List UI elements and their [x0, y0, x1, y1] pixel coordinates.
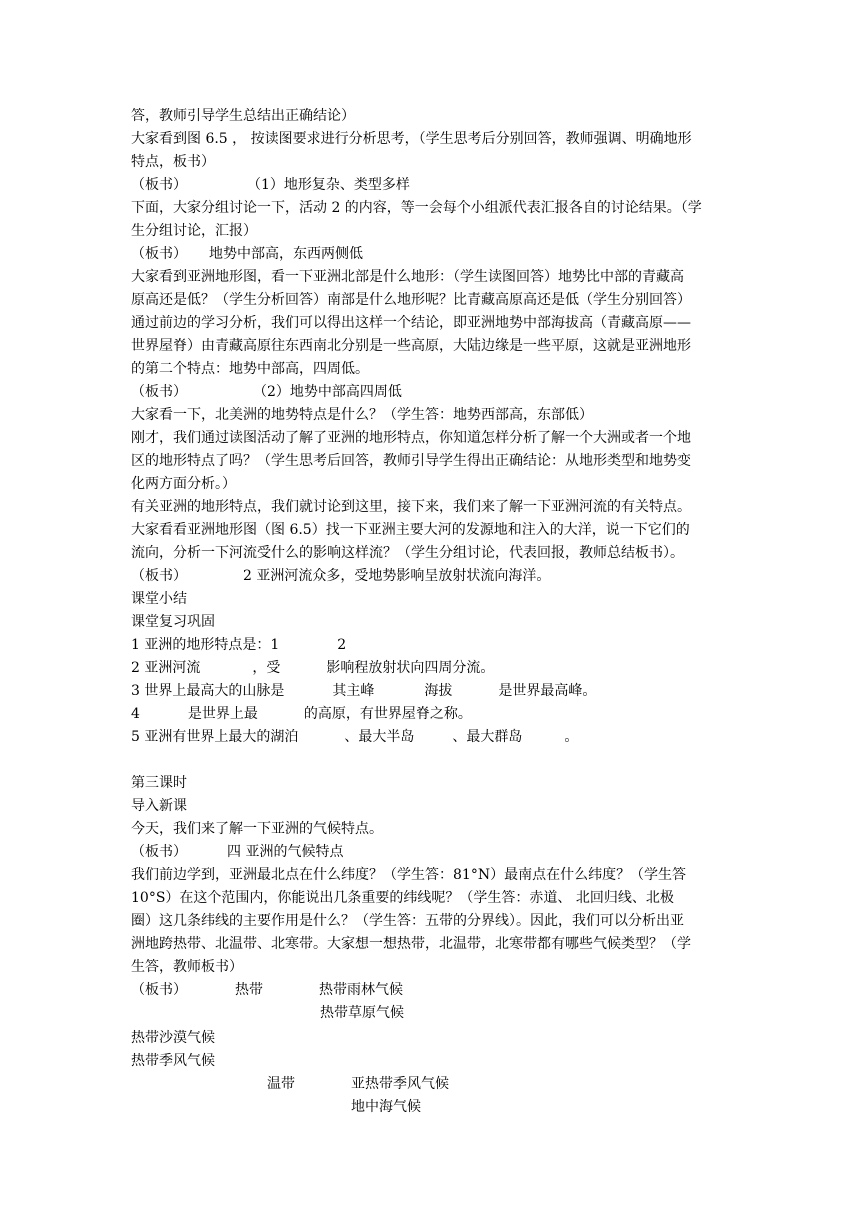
text-line: 答，教师引导学生总结出正确结论） — [131, 108, 355, 124]
blackboard-line: （板书） 2 亚洲河流众多，受地势影响呈放射状流向海洋。 — [131, 568, 551, 584]
text-line: 下面，大家分组讨论一下，活动 2 的内容，等一会每个小组派代表汇报各自的讨论结果。（学 — [131, 200, 702, 216]
text-line: 原高还是低？（学生分析回答）南部是什么地形呢？比青藏高原高还是低（学生分别回答） — [131, 292, 691, 308]
exercise-line: 4 是世界上最 的高原，有世界屋脊之称。 — [131, 706, 472, 722]
blackboard-line: 温带 亚热带季风气候 — [267, 1076, 449, 1092]
blackboard-line: （板书） 地势中部高，东西两侧低 — [131, 246, 363, 262]
text-line: 特点，板书） — [131, 154, 215, 170]
text-line: 地中海气候 — [351, 1099, 421, 1115]
text-line: 刚才，我们通过读图活动了解了亚洲的地形特点，你知道怎样分析了解一个大洲或者一个地 — [131, 430, 691, 446]
text-line: 区的地形特点了吗？（学生思考后回答，教师引导学生得出正确结论：从地形类型和地势变 — [131, 453, 691, 469]
text-line: 大家看到亚洲地形图，看一下亚洲北部是什么地形：（学生读图回答）地势比中部的青藏高 — [131, 269, 684, 285]
text-line: 10°S）在这个范围内，你能说出几条重要的纬线呢？（学生答：赤道、 北回归线、北极 — [131, 890, 674, 906]
text-line: 热带沙漠气候 — [131, 1030, 215, 1046]
text-line: 的第二个特点：地势中部高，四周低。 — [131, 361, 369, 377]
text-line: 洲地跨热带、北温带、北寒带。大家想一想热带，北温带，北寒带都有哪些气候类型？（学 — [131, 936, 691, 952]
exercise-line: 5 亚洲有世界上最大的湖泊 、最大半岛 、最大群岛 。 — [131, 729, 579, 745]
text-line: 大家看到图 6.5 ， 按读图要求进行分析思考，（学生思考后分别回答，教师强调、明确地形 — [131, 131, 692, 147]
exercise-line: 1 亚洲的地形特点是：1 2 — [131, 637, 347, 653]
section-heading: 课堂复习巩固 — [131, 614, 215, 630]
text-line: 通过前边的学习分析，我们可以得出这样一个结论，即亚洲地势中部海拔高（青藏高原—— — [131, 315, 691, 331]
text-line: 今天，我们来了解一下亚洲的气候特点。 — [131, 821, 383, 837]
text-line: 大家看一下，北美洲的地势特点是什么？（学生答：地势西部高，东部低） — [131, 407, 593, 423]
blackboard-line: （板书） 四 亚洲的气候特点 — [131, 844, 344, 860]
text-line: 圈）这几条纬线的主要作用是什么？（学生答：五带的分界线）。因此，我们可以分析出亚 — [131, 913, 684, 929]
text-line: 生答，教师板书） — [131, 959, 243, 975]
text-line: 我们前边学到，亚洲最北点在什么纬度？（学生答：81°N）最南点在什么纬度？（学生答 — [131, 867, 687, 883]
text-line: 热带季风气候 — [131, 1053, 215, 1069]
text-line: 化两方面分析。） — [131, 476, 236, 492]
blackboard-line: （板书） （2）地势中部高四周低 — [131, 384, 402, 400]
section-heading: 课堂小结 — [131, 591, 187, 607]
text-line: 有关亚洲的地形特点，我们就讨论到这里，接下来，我们来了解一下亚洲河流的有关特点。 — [131, 499, 691, 515]
section-heading: 导入新课 — [131, 798, 187, 814]
text-line: 流向，分析一下河流受什么的影响这样流？（学生分组讨论，代表回报，教师总结板书）。 — [131, 545, 684, 561]
blackboard-line: （板书） 热带 热带雨林气候 — [131, 982, 403, 998]
text-line: 大家看看亚洲地形图（图 6.5）找一下亚洲主要大河的发源地和注入的大洋，说一下它们的 — [131, 522, 690, 538]
exercise-line: 2 亚洲河流 ，受 影响程放射状向四周分流。 — [131, 660, 495, 676]
text-line: 热带草原气候 — [320, 1005, 404, 1021]
text-line: 世界屋脊）由青藏高原往东西南北分别是一些高原，大陆边缘是一些平原，这就是亚洲地形 — [131, 338, 691, 354]
text-line: 生分组讨论，汇报） — [131, 223, 257, 239]
section-heading: 第三课时 — [131, 775, 187, 791]
blackboard-line: （板书） （1）地形复杂、类型多样 — [131, 177, 410, 193]
exercise-line: 3 世界上最高大的山脉是 其主峰 海拔 是世界最高峰。 — [131, 683, 597, 699]
